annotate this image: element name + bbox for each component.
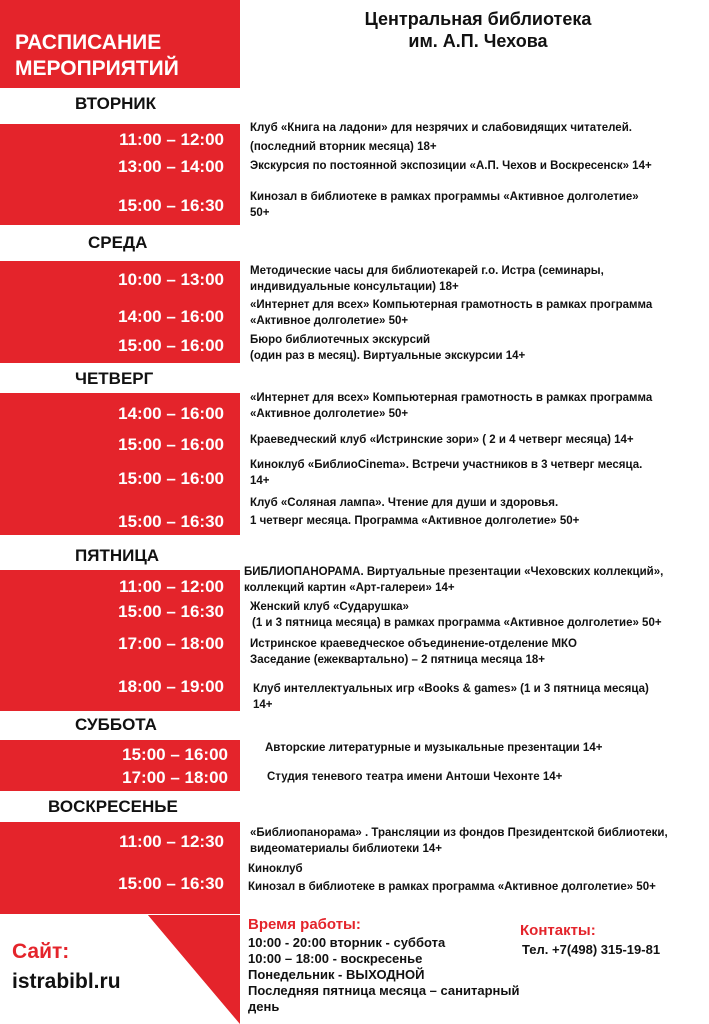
site-label: Сайт:	[12, 940, 70, 963]
event-description: Кинозал в библиотеке в рамках программы «Активное долголетие» 50+	[250, 191, 639, 219]
library-title-line-1: Центральная библиотека	[364, 9, 592, 29]
day-heading-thursday: ЧЕТВЕРГ	[75, 369, 154, 388]
event-description: Краеведческий клуб «Истринские зори» ( 2 и 4 четверг месяца) 14+	[250, 434, 634, 446]
schedule-title-block	[0, 0, 240, 88]
event-description: Женский клуб «Сударушка» (1 и 3 пятница месяца) в рамках программа «Активное долголетие» 50+	[250, 601, 662, 629]
day-heading-saturday: СУББОТА	[75, 715, 157, 734]
working-hours-line: день	[248, 999, 280, 1014]
working-hours-list	[248, 935, 519, 1015]
event-description: Киноклуб Кинозал в библиотеке в рамках программа «Активное долголетие» 50+	[248, 863, 656, 893]
event-description: Авторские литературные и музыкальные презентации 14+	[265, 742, 603, 754]
schedule-title-line-2: МЕРОПРИЯТИЙ	[15, 57, 179, 80]
event-description: «Интернет для всех» Компьютерная грамотность в рамках программа «Активное долголетие» 50+	[250, 392, 653, 420]
event-description: Методические часы для библиотекарей г.о. Истра (семинары, индивидуальные консультации) 18+	[250, 265, 604, 293]
schedule-title-line-1: РАСПИСАНИЕ	[15, 31, 162, 54]
event-description: Экскурсия по постоянной экспозиции «А.П. Чехов и Воскресенск» 14+	[250, 160, 652, 172]
working-hours-line: 10:00 – 18:00 - воскресенье	[248, 951, 423, 966]
working-hours-line: Понедельник - ВЫХОДНОЙ	[248, 967, 425, 982]
library-title	[248, 8, 708, 52]
working-hours-title: Время работы:	[248, 916, 361, 933]
day-heading-tuesday: ВТОРНИК	[75, 94, 157, 113]
contacts-title: Контакты:	[520, 922, 596, 939]
event-description: Студия теневого театра имени Антоши Чехонте 14+	[267, 771, 563, 783]
event-description: «Библиопанорама» . Трансляции из фондов Президентской библиотеки, видеоматериалы библиотеки 14+	[250, 827, 668, 855]
library-title-line-2: им. А.П. Чехова	[408, 31, 548, 51]
working-hours-line: Последняя пятница месяца – санитарный	[248, 983, 520, 998]
day-heading-sunday: ВОСКРЕСЕНЬЕ	[48, 797, 178, 816]
event-description: Бюро библиотечных экскурсий (один раз в месяц). Виртуальные экскурсии 14+	[250, 334, 526, 362]
event-description: Клуб «Соляная лампа». Чтение для души и здоровья. 1 четверг месяца. Программа «Активное долголетие» 50+	[250, 497, 580, 527]
event-description: Клуб интеллектуальных игр «Books & games» (1 и 3 пятница месяца) 14+	[253, 683, 649, 711]
day-heading-friday: ПЯТНИЦА	[75, 546, 160, 565]
day-heading-wednesday: СРЕДА	[88, 233, 148, 252]
contact-phone[interactable]: Тел. +7(498) 315-19-81	[522, 942, 661, 957]
event-description: БИБЛИОПАНОРАМА. Виртуальные презентации «Чеховских коллекций», коллекций картин «Арт-галереи» 14+	[244, 566, 664, 594]
event-description: Клуб «Книга на ладони» для незрячих и слабовидящих читателей. (последний вторник месяца) 18+	[250, 122, 632, 153]
event-description: Киноклуб «БиблиоCinema». Встречи участников в 3 четверг месяца. 14+	[250, 459, 643, 487]
working-hours-line: 10:00 - 20:00 вторник - суббота	[248, 935, 446, 950]
site-url-link[interactable]: istrabibl.ru	[12, 970, 121, 993]
event-description: Истринское краеведческое объединение-отделение МКО Заседание (ежеквартально) – 2 пятница месяца 18+	[250, 638, 577, 666]
event-description: «Интернет для всех» Компьютерная грамотность в рамках программа «Активное долголетие» 50+	[250, 299, 653, 327]
